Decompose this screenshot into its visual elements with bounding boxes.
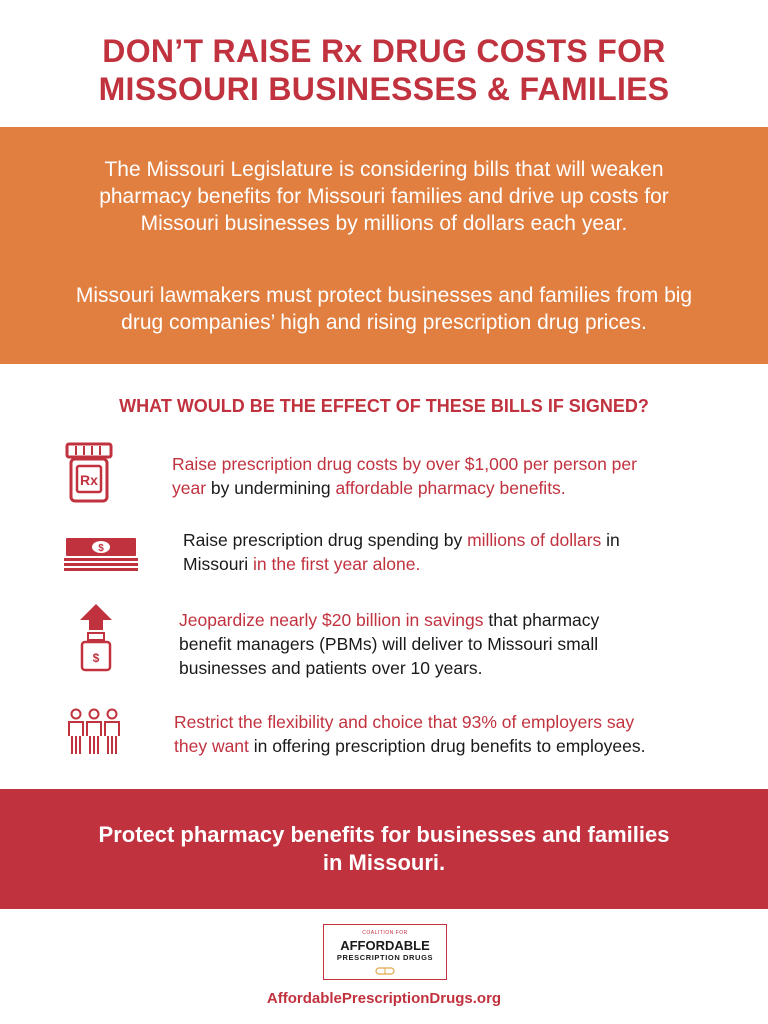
effect-3-line-3: businesses and patients over 10 years. — [179, 658, 483, 678]
pill-icon — [375, 967, 395, 975]
svg-text:$: $ — [98, 543, 104, 554]
effect-1-line-2 — [172, 476, 637, 500]
intro-p1-line: The Missouri Legislature is considering bills that will weaken — [104, 158, 664, 181]
logo-small-text: COALITION FOR — [362, 930, 408, 936]
title-line-1: DON’T RAISE Rx DRUG COSTS FOR — [102, 33, 666, 69]
effect-3-line-1 — [179, 608, 599, 632]
effect-2-line-1 — [183, 528, 620, 552]
effect-item-3 — [179, 608, 599, 680]
effect-1-highlight-benefits: affordable pharmacy benefits. — [335, 478, 566, 498]
effect-4-text: in offering prescription drug benefits to employees. — [248, 736, 646, 756]
effect-1-highlight-year: year — [172, 478, 207, 498]
coalition-logo — [323, 924, 447, 980]
svg-text:$: $ — [92, 651, 100, 665]
title-line-2: MISSOURI BUSINESSES & FAMILIES — [98, 71, 670, 107]
logo-big-text: AFFORDABLE — [340, 938, 430, 953]
effect-3-highlight-savings: Jeopardize nearly $20 billion in savings — [179, 610, 484, 630]
effect-2-line-2 — [183, 552, 620, 576]
effect-item-4 — [174, 710, 645, 758]
effect-3-line-2: benefit managers (PBMs) will deliver to Missouri small — [179, 634, 599, 654]
effect-2-text: in — [601, 530, 620, 550]
cta-line-1: Protect pharmacy benefits for businesses and families — [98, 822, 670, 847]
rising-price-bottle-icon — [78, 604, 114, 677]
intro-p2-line: drug companies’ high and rising prescription drug prices. — [121, 311, 647, 334]
website-link[interactable]: AffordablePrescriptionDrugs.org — [266, 990, 502, 1007]
effect-2-text: Missouri — [183, 554, 254, 574]
intro-band — [0, 127, 768, 364]
effects-heading: WHAT WOULD BE THE EFFECT OF THESE BILLS IF SIGNED? — [119, 396, 649, 416]
effect-item-2 — [183, 528, 620, 576]
intro-paragraph-2 — [0, 282, 768, 336]
cta-line-2: in Missouri. — [322, 850, 446, 875]
intro-p2-line: Missouri lawmakers must protect businesses and families from big — [75, 284, 693, 307]
page-title — [0, 32, 768, 108]
intro-p1-line: pharmacy benefits for Missouri families and drive up costs for — [99, 185, 669, 208]
effect-2-highlight-first-year: in the first year alone. — [253, 554, 421, 574]
effect-2-text: Raise prescription drug spending by — [183, 530, 468, 550]
effect-4-line-2 — [174, 734, 645, 758]
prescription-bottle-icon — [64, 442, 114, 509]
effect-4-line-1: Restrict the flexibility and choice that 93% of employers say — [174, 712, 635, 732]
effect-1-line-1: Raise prescription drug costs by over $1,000 per person per — [172, 454, 637, 474]
employees-group-icon — [66, 708, 122, 761]
svg-text:Rx: Rx — [80, 472, 98, 488]
effect-3-text: that pharmacy — [483, 610, 600, 630]
logo-mid-text: PRESCRIPTION DRUGS — [336, 953, 434, 962]
effect-1-text: by undermining — [206, 478, 336, 498]
cta-band — [0, 789, 768, 909]
intro-p1-line: Missouri businesses by millions of dollars each year. — [140, 212, 628, 235]
money-stack-icon — [62, 536, 140, 577]
effect-item-1 — [172, 452, 637, 500]
effect-2-highlight-millions: millions of dollars — [467, 530, 602, 550]
effect-4-highlight-want: they want — [174, 736, 249, 756]
intro-paragraph-1 — [0, 156, 768, 237]
